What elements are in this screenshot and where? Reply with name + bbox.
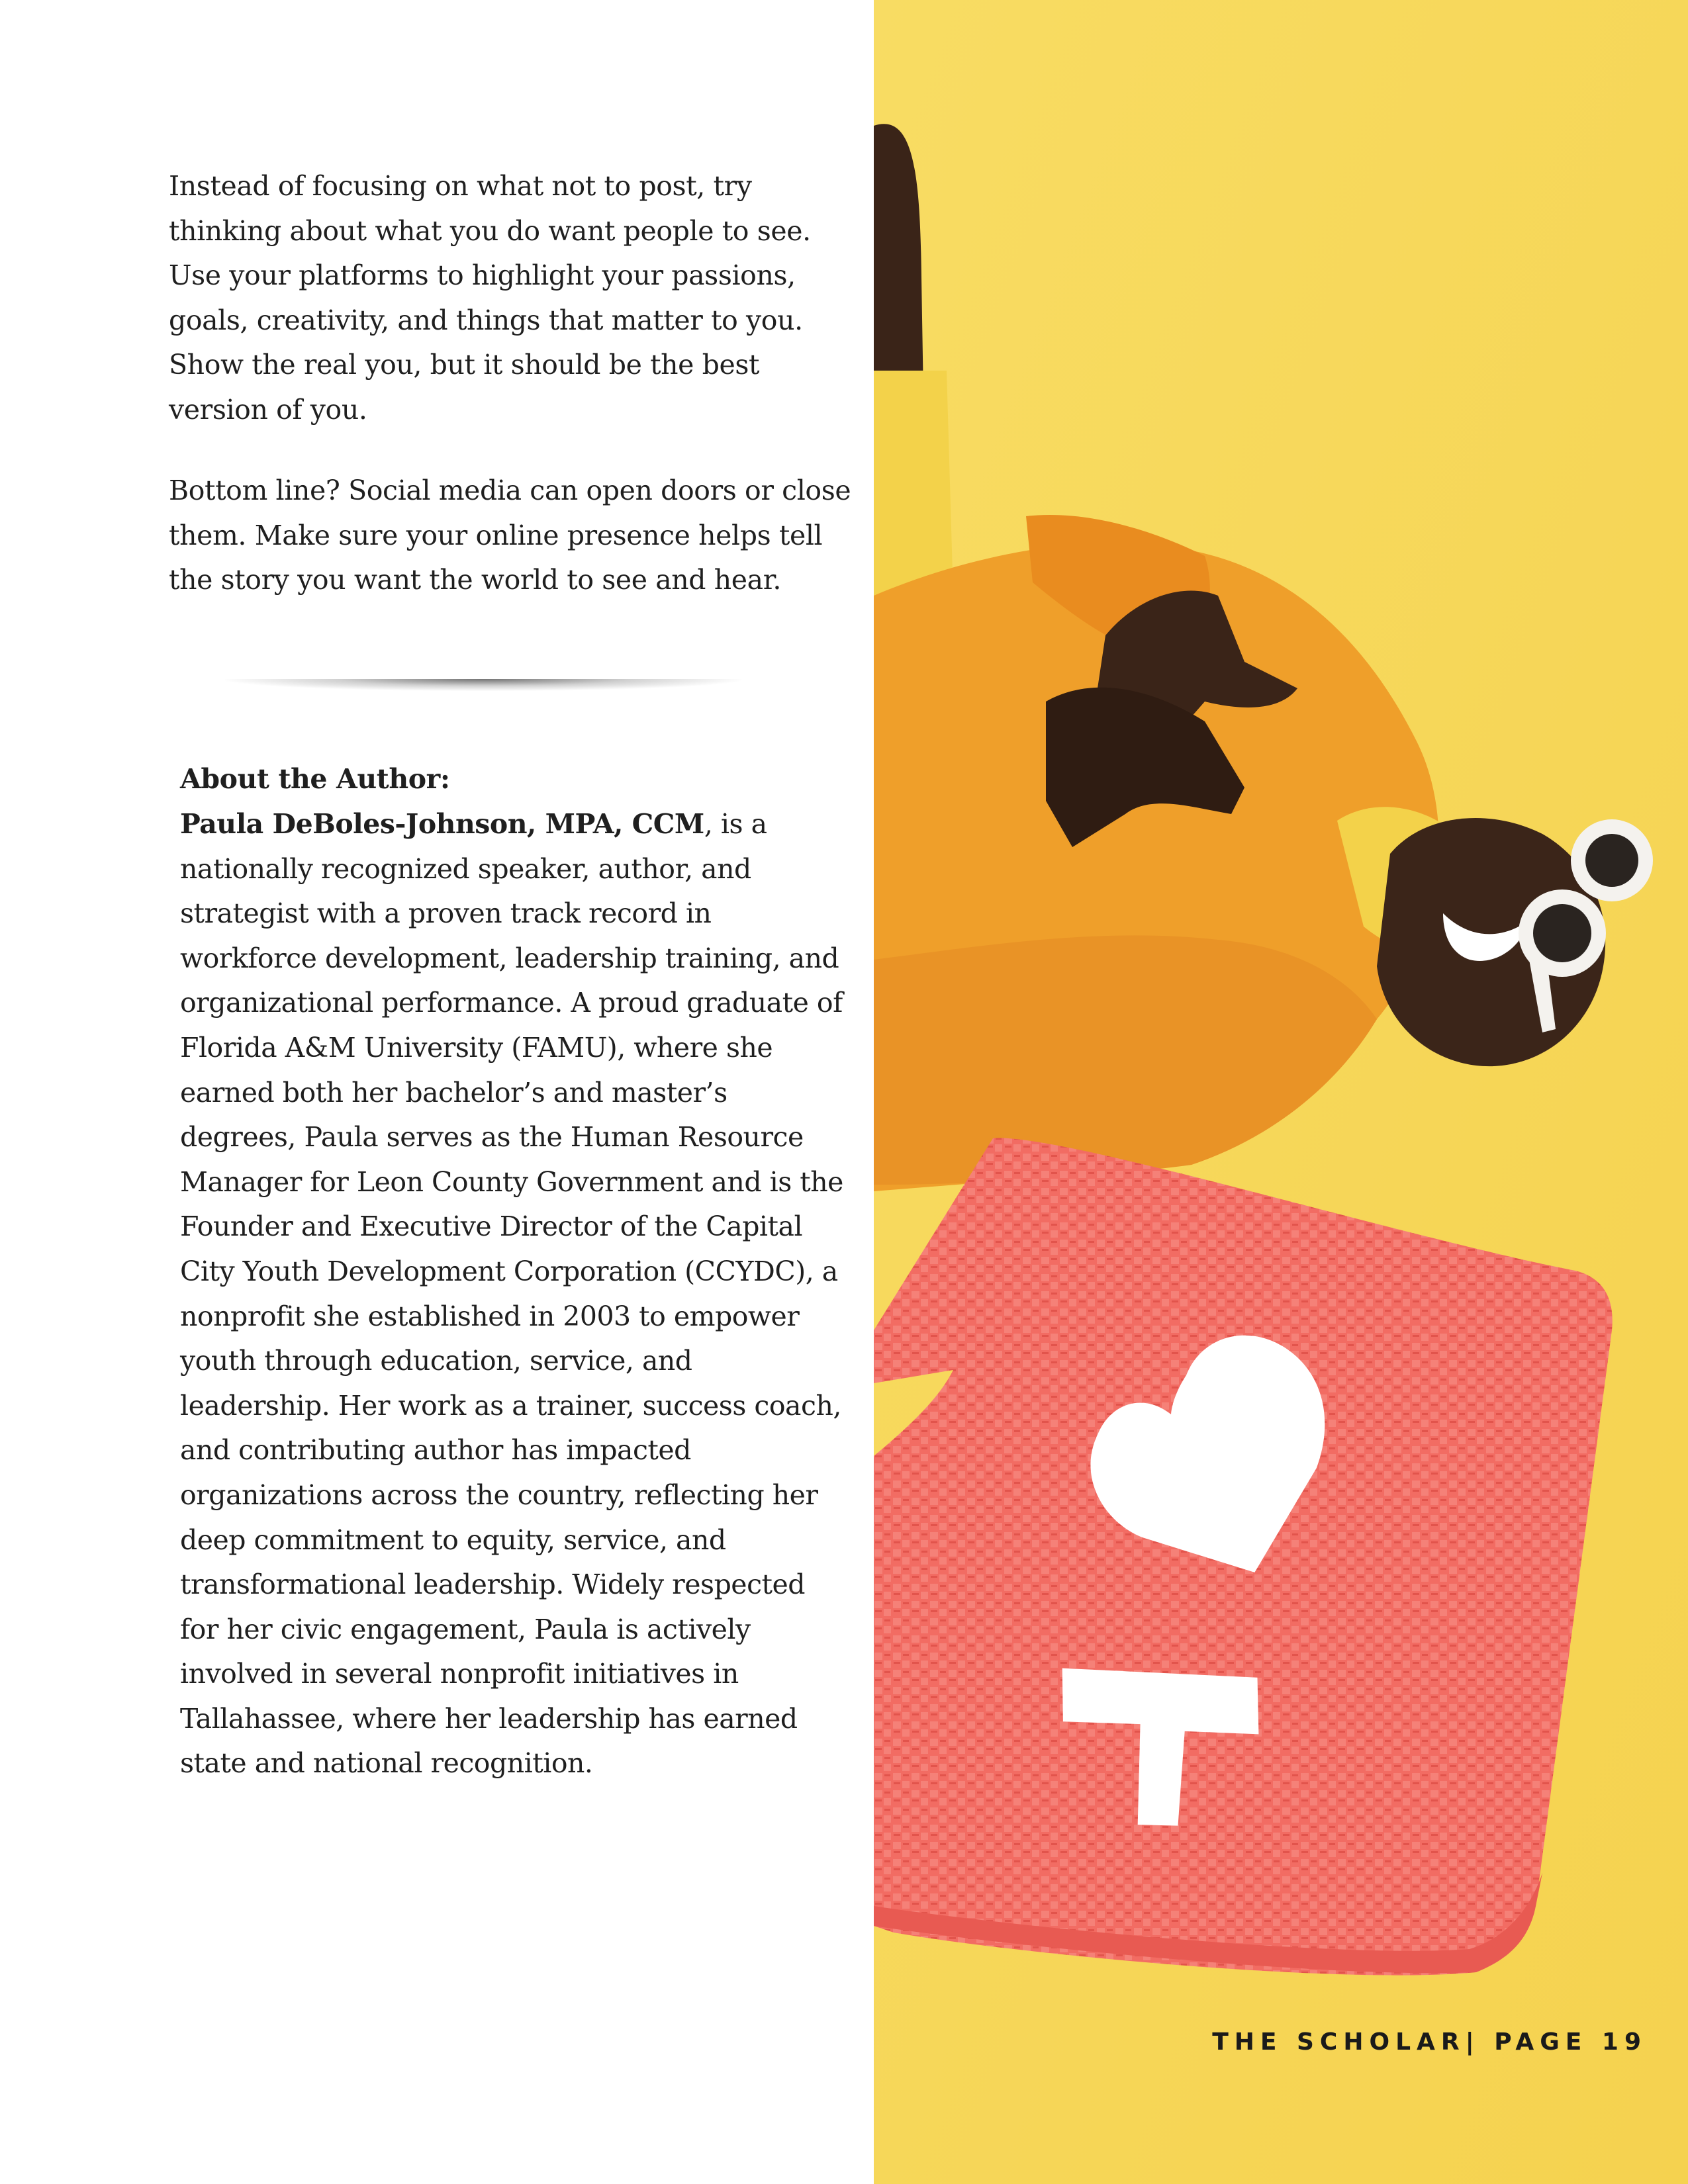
about-author-heading: About the Author: — [180, 763, 450, 795]
author-bio — [180, 802, 849, 1786]
body-paragraph: Instead of focusing on what not to post, try thinking about what you do want people to see. Use your platforms to highlight your passions, goals, creativity, and things that matter to you. Show the real you, but it should be the best version of you. — [169, 170, 811, 426]
feature-photo — [874, 0, 1688, 2184]
author-name: Paula DeBoles-Johnson, MPA, CCM — [180, 808, 704, 840]
page-footer: THE SCHOLAR| PAGE 19 — [1212, 2028, 1647, 2056]
body-paragraph-conclusion: Bottom line? Social media can open doors or close them. Make sure your online presence helps tell the story you want the world to see and hear. — [169, 475, 851, 596]
section-divider — [225, 679, 741, 691]
author-bio-text: , is a nationally recognized speaker, author, and strategist with a proven track record in workforce development, leadership training, and organizational performance. A proud graduate of Florida A&M University (FAMU), where she earned both her bachelor’s and master’s degrees, Paula serves as the Human Resource Manager for Leon County Government and is the Founder and Executive Director of the Capital City Youth Development Corporation (CCYDC), a nonprofit she established in 2003 to empower youth through education, service, and leadership. Her work as a trainer, success coach, and contributing author has impacted organizations across the country, reflecting her deep commitment to equity, service, and transformational leadership. Widely respected for her civic engagement, Paula is actively involved in several nonprofit initiatives in Tallahassee, where her leadership has earned state and national recognition. — [180, 808, 843, 1780]
